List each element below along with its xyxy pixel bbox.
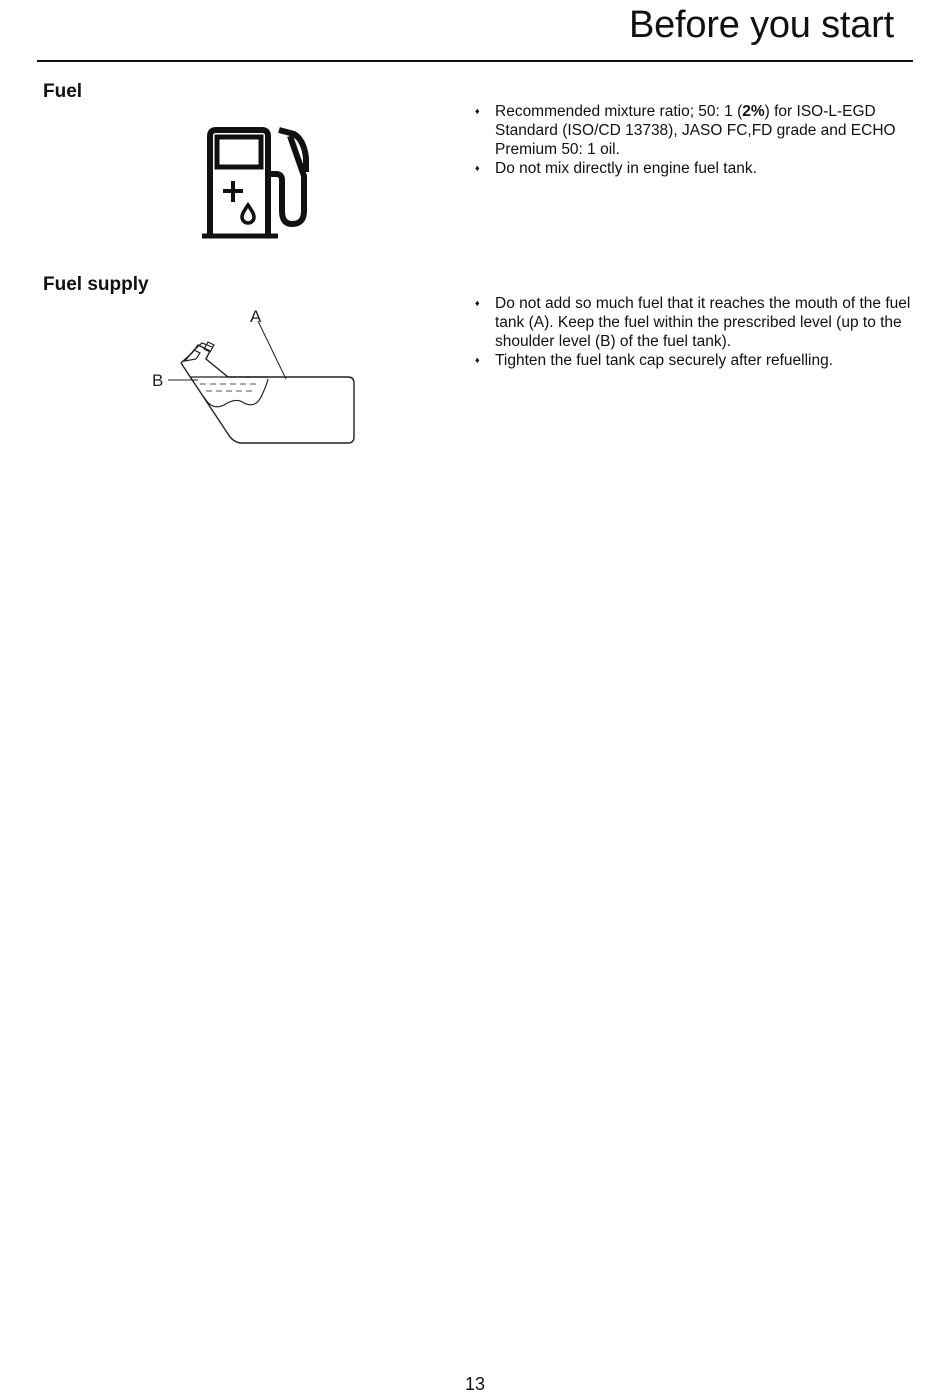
page-number: 13 bbox=[464, 1374, 486, 1394]
mixture-ratio-percent: 2% bbox=[742, 103, 765, 120]
oil-standard-text: ) for ISO-L-EGD Standard (ISO/CD 13738), JASO FC,FD grade and ECHO Premium 50: 1 oil. bbox=[495, 103, 896, 158]
fuel-supply-bullet-list bbox=[475, 294, 920, 370]
list-item: ♦ Do not add so much fuel that it reaches the mouth of the fuel tank (A). Keep the fuel within the prescribed level (up to the shoulder level (B) of the fuel tank). bbox=[475, 294, 920, 351]
fuel-bullet-list bbox=[475, 102, 920, 178]
title-divider bbox=[37, 60, 913, 62]
label-shoulder-b: B bbox=[152, 371, 164, 390]
fuel-tank-diagram bbox=[148, 305, 360, 447]
page-title: Before you start bbox=[628, 4, 894, 46]
section-heading-fuel-supply: Fuel supply bbox=[43, 274, 149, 295]
label-mouth-a: A bbox=[250, 307, 262, 326]
list-item bbox=[475, 102, 920, 159]
list-item: ♦ Do not mix directly in engine fuel tank. bbox=[475, 159, 920, 178]
section-heading-fuel: Fuel bbox=[43, 81, 83, 102]
list-item: ♦ Tighten the fuel tank cap securely after refuelling. bbox=[475, 351, 920, 370]
mixture-ratio-text: Recommended mixture ratio; 50: 1 ( bbox=[495, 103, 743, 120]
fuel-pump-icon bbox=[200, 126, 312, 240]
